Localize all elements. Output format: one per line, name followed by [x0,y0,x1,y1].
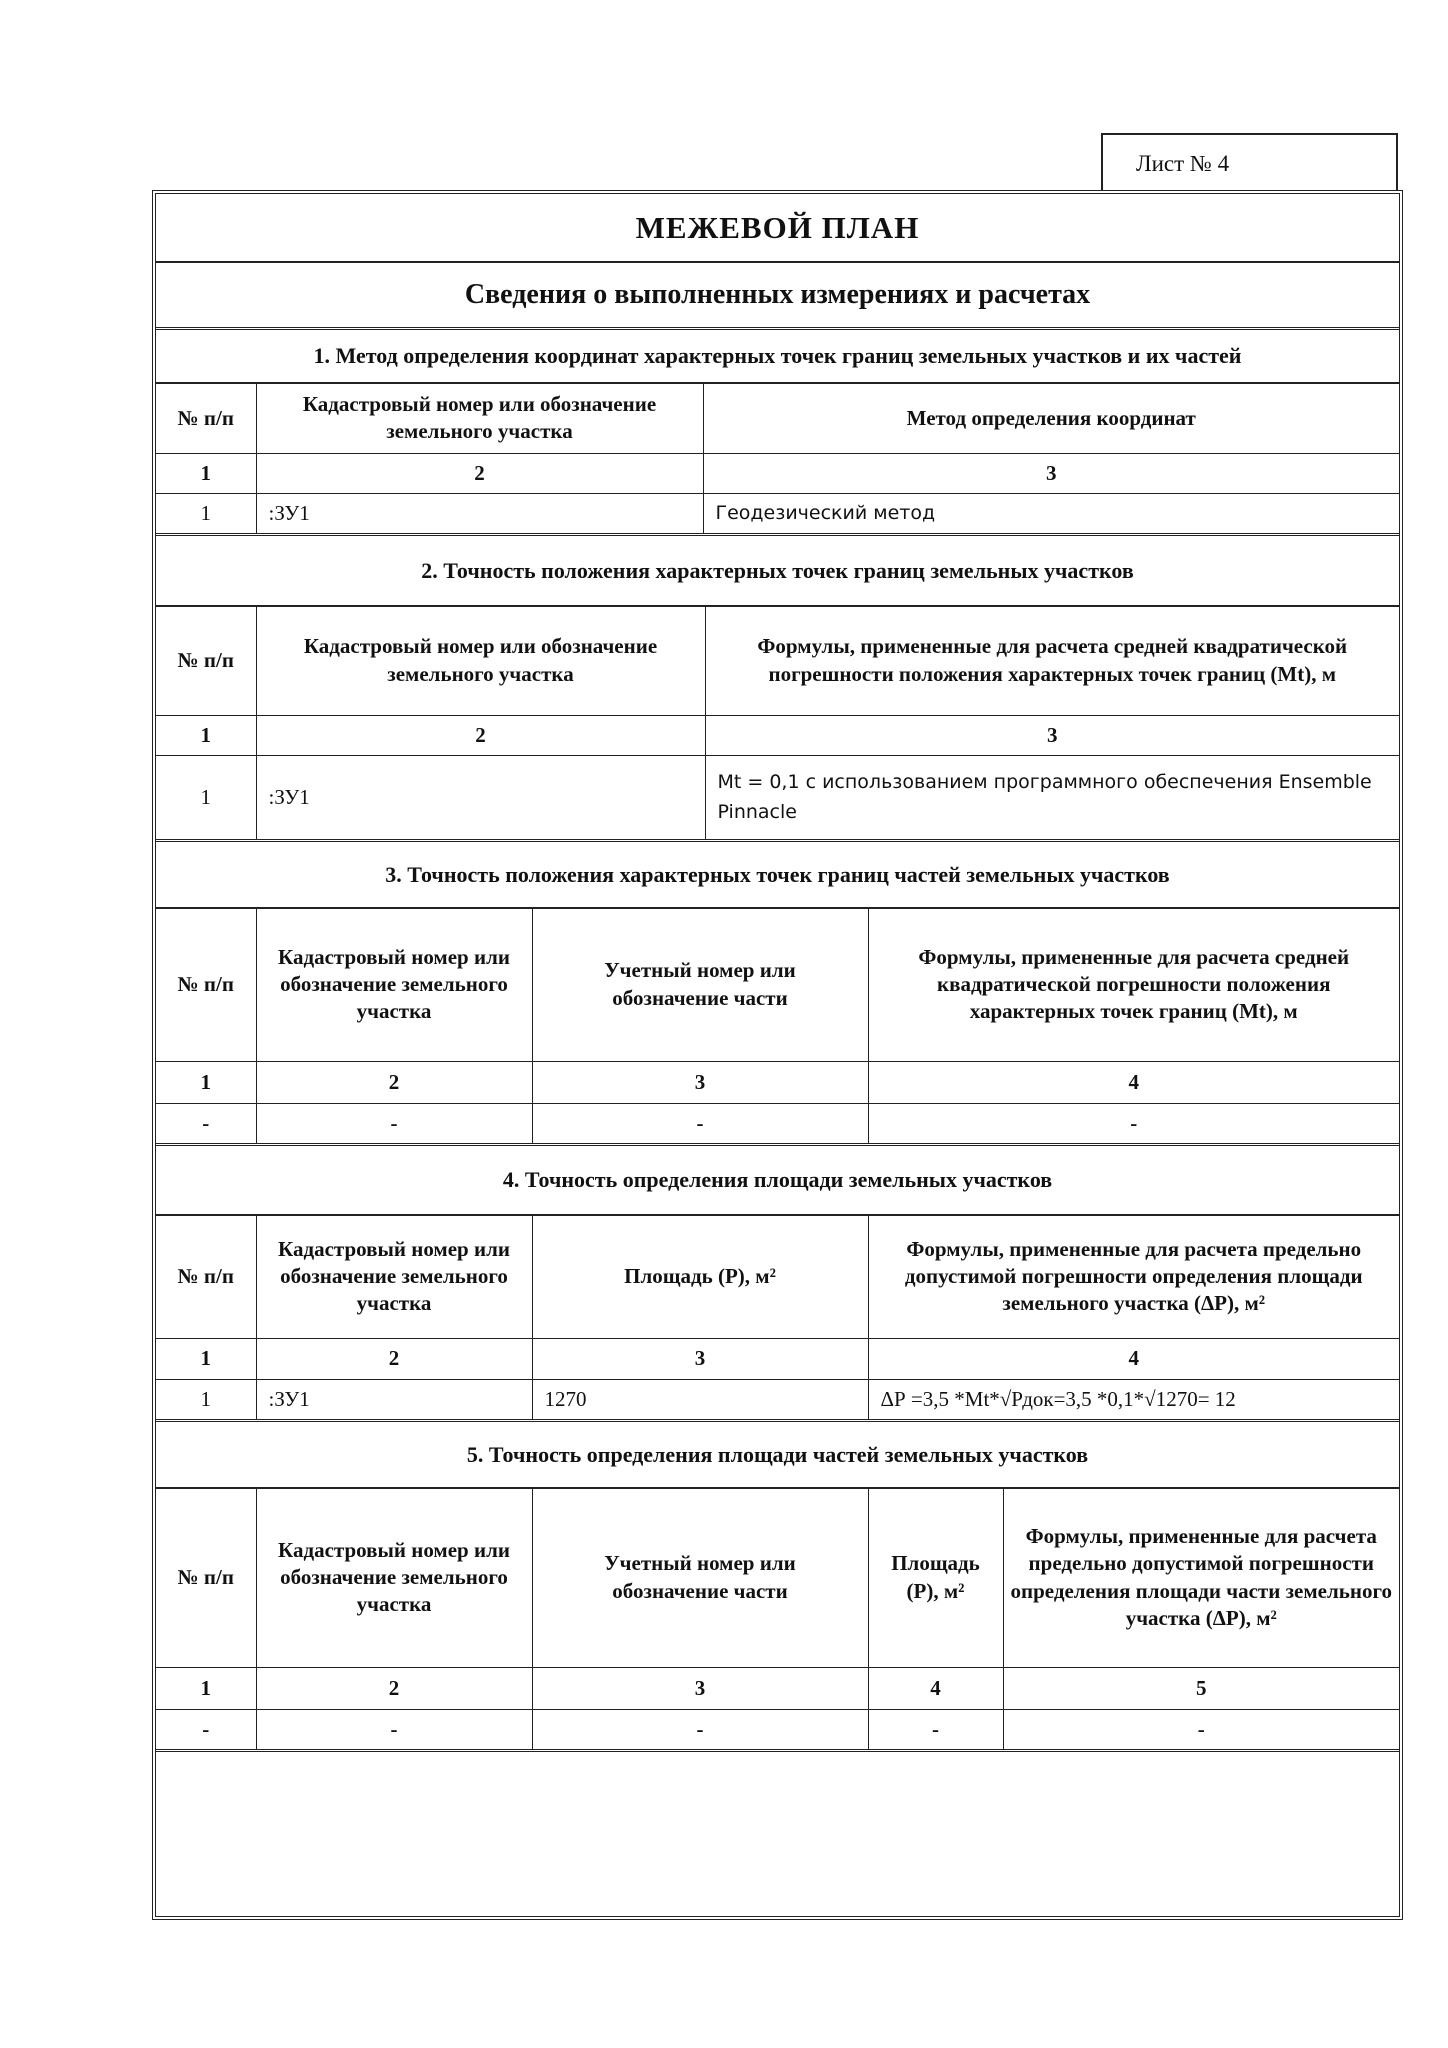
section-3-heading: 3. Точность положения характерных точек границ частей земельных участков [156,842,1399,909]
column-number: 3 [705,715,1399,755]
header-cell: Площадь (Р), м² [532,1216,868,1338]
column-number: 2 [256,1338,532,1379]
table-row [156,1379,1399,1419]
header-cell: Формулы, примененные для расчета предельно допустимой погрешности определения площади земельного участка (ΔР), м² [868,1216,1399,1338]
row-index: - [156,1709,256,1749]
parcel-designation: :ЗУ1 [256,493,703,533]
part-designation: - [532,1709,868,1749]
header-cell: Формулы, примененные для расчета предельно допустимой погрешности определения площади части земельного участка (ΔР), м² [1003,1489,1399,1667]
section-4 [156,1146,1399,1422]
column-number: 3 [703,453,1399,493]
column-number: 3 [532,1338,868,1379]
header-cell: Метод определения координат [703,384,1399,453]
part-area: - [868,1709,1003,1749]
document-title: МЕЖЕВОЙ ПЛАН [156,194,1399,263]
area-error-formula: - [1003,1709,1399,1749]
boundary-plan-frame [152,190,1403,1920]
parcel-area: 1270 [532,1379,868,1419]
column-number: 1 [156,1061,256,1103]
column-number: 3 [532,1061,868,1103]
header-cell: Кадастровый номер или обозначение земельного участка [256,607,705,715]
column-number: 4 [868,1338,1399,1379]
column-number: 1 [156,715,256,755]
header-cell: № п/п [156,1216,256,1338]
part-designation: - [532,1103,868,1143]
sheet-number-label: Лист № 4 [1101,133,1398,190]
header-cell: Учетный номер или обозначение части [532,1489,868,1667]
section-5-table [156,1489,1399,1749]
section-3 [156,842,1399,1146]
column-number: 2 [256,1061,532,1103]
table-row [156,493,1399,533]
column-number: 4 [868,1061,1399,1103]
column-number: 1 [156,1338,256,1379]
column-number: 2 [256,715,705,755]
column-number: 2 [256,453,703,493]
header-cell: Кадастровый номер или обозначение земельного участка [256,909,532,1061]
row-index: 1 [156,1379,256,1419]
parcel-designation: - [256,1709,532,1749]
section-1-heading: 1. Метод определения координат характерных точек границ земельных участков и их частей [156,330,1399,384]
section-5-heading: 5. Точность определения площади частей земельных участков [156,1422,1399,1489]
area-error-formula: ΔР =3,5 *Mt*√Рдок=3,5 *0,1*√1270= 12 [868,1379,1399,1419]
table-row [156,1103,1399,1143]
header-cell: Учетный номер или обозначение части [532,909,868,1061]
column-number: 3 [532,1667,868,1709]
parcel-designation: :ЗУ1 [256,755,705,839]
column-number: 4 [868,1667,1003,1709]
parcel-designation: :ЗУ1 [256,1379,532,1419]
section-1 [156,330,1399,536]
table-row [156,1709,1399,1749]
header-cell: № п/п [156,607,256,715]
header-cell: Формулы, примененные для расчета средней квадратической погрешности положения характерных точек границ (Mt), м [868,909,1399,1061]
column-number: 1 [156,453,256,493]
column-number: 2 [256,1667,532,1709]
blank-area [156,1752,1399,1753]
header-cell: № п/п [156,1489,256,1667]
column-number: 1 [156,1667,256,1709]
row-index: 1 [156,493,256,533]
row-index: - [156,1103,256,1143]
header-cell: Формулы, примененные для расчета средней квадратической погрешности положения характерных точек границ (Mt), м [705,607,1399,715]
section-4-table [156,1216,1399,1419]
section-3-table [156,909,1399,1143]
section-2-table [156,607,1399,839]
section-2 [156,536,1399,842]
header-cell: № п/п [156,384,256,453]
header-cell: Площадь (Р), м² [868,1489,1003,1667]
accuracy-formula: - [868,1103,1399,1143]
document-subtitle: Сведения о выполненных измерениях и расчетах [156,263,1399,330]
header-cell: № п/п [156,909,256,1061]
row-index: 1 [156,755,256,839]
section-5 [156,1422,1399,1752]
table-row [156,755,1399,839]
coordinate-method: Геодезический метод [703,493,1399,533]
header-cell: Кадастровый номер или обозначение земельного участка [256,1216,532,1338]
parcel-designation: - [256,1103,532,1143]
column-number: 5 [1003,1667,1399,1709]
section-1-table [156,384,1399,533]
section-4-heading: 4. Точность определения площади земельных участков [156,1146,1399,1216]
accuracy-formula: Mt = 0,1 с использованием программного обеспечения Ensemble Pinnacle [705,755,1399,839]
header-cell: Кадастровый номер или обозначение земельного участка [256,1489,532,1667]
header-cell: Кадастровый номер или обозначение земельного участка [256,384,703,453]
section-2-heading: 2. Точность положения характерных точек границ земельных участков [156,536,1399,607]
